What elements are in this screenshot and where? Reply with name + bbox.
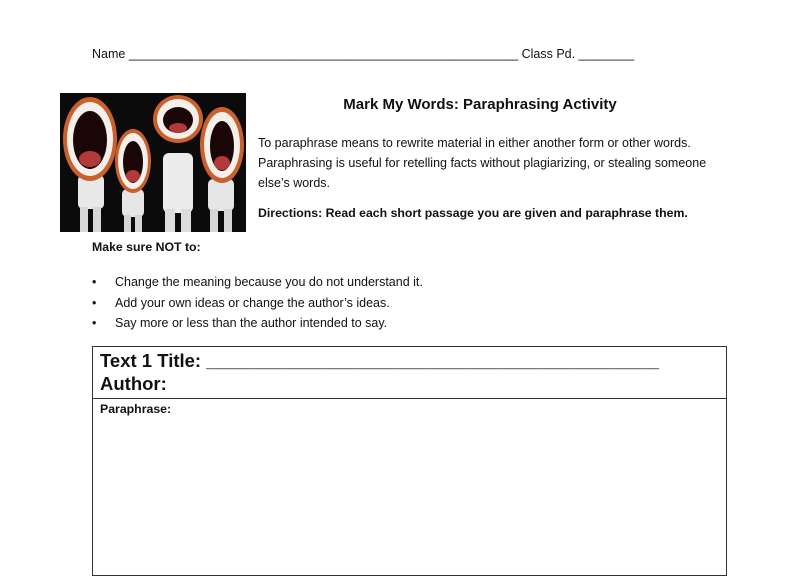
- name-class-line: Name ________________________________________________________ Class Pd. ________: [92, 47, 635, 61]
- rule-item: • Say more or less than the author intended to say.: [92, 313, 423, 334]
- rules-list: [92, 272, 423, 334]
- text-title-line[interactable]: Text 1 Title: ____________________________________________: [100, 350, 659, 371]
- mouths-figures-icon: [60, 93, 246, 232]
- author-line[interactable]: Author:: [100, 373, 167, 394]
- screaming-mouths-illustration: [60, 93, 246, 232]
- text-1-box: [92, 346, 727, 576]
- intro-paragraph: To paraphrase means to rewrite material in either another form or other words. Paraphrasing is useful for retelling facts without plagiarizing, or stealing someone else’s words.: [258, 136, 707, 190]
- make-sure-heading: Make sure NOT to:: [92, 240, 201, 254]
- text-1-header: [93, 347, 726, 399]
- activity-title: Mark My Words: Paraphrasing Activity: [343, 96, 617, 113]
- directions-text: Directions: Read each short passage you are given and paraphrase them.: [258, 206, 688, 220]
- paraphrase-label: Paraphrase:: [100, 402, 172, 416]
- rule-item: • Add your own ideas or change the author’s ideas.: [92, 293, 423, 314]
- rule-item: • Change the meaning because you do not understand it.: [92, 272, 423, 293]
- paraphrase-area[interactable]: [93, 399, 726, 419]
